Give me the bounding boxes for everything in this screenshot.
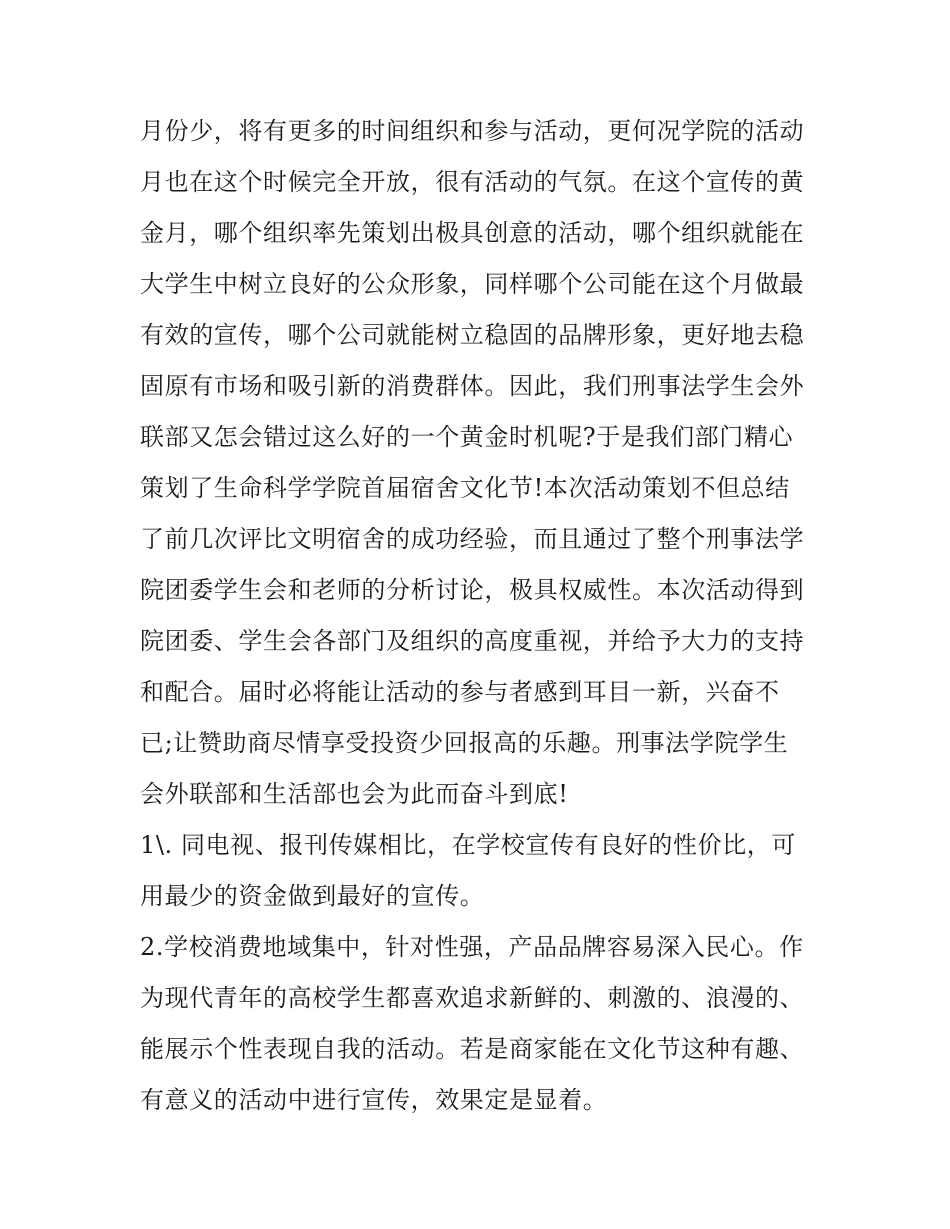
text-line: 有意义的活动中进行宣传，效果定是显着。 (140, 1086, 608, 1114)
text-line: 1\. 同电视、报刊传媒相比，在学校宣传有良好的性价比，可 (140, 831, 797, 859)
text-line: 联部又怎会错过这么好的一个黄金时机呢?于是我们部门精心 (140, 423, 794, 451)
paragraph-point-2 (140, 922, 820, 1126)
text-line: 为现代青年的高校学生都喜欢追求新鲜的、刺激的、浪漫的、 (140, 984, 805, 1012)
text-line: 有效的宣传，哪个公司就能树立稳固的品牌形象，更好地去稳 (140, 321, 805, 349)
text-line: 和配合。届时必将能让活动的参与者感到耳目一新，兴奋不 (140, 678, 780, 706)
text-line: 2.学校消费地域集中，针对性强，产品品牌容易深入民心。作 (140, 933, 804, 961)
paragraph-intro (140, 106, 820, 820)
text-line: 金月，哪个组织率先策划出极具创意的活动，哪个组织就能在 (140, 219, 805, 247)
text-line: 用最少的资金做到最好的宣传。 (140, 882, 485, 910)
text-line: 能展示个性表现自我的活动。若是商家能在文化节这种有趣、 (140, 1035, 805, 1063)
text-line: 了前几次评比文明宿舍的成功经验，而且通过了整个刑事法学 (140, 525, 805, 553)
document-body (140, 106, 820, 1126)
paragraph-point-1 (140, 820, 820, 922)
text-line: 固原有市场和吸引新的消费群体。因此，我们刑事法学生会外 (140, 372, 805, 400)
text-line: 院团委学生会和老师的分析讨论，极具权威性。本次活动得到 (140, 576, 805, 604)
text-line: 已;让赞助商尽情享受投资少回报高的乐趣。刑事法学院学生 (140, 729, 789, 757)
text-line: 大学生中树立良好的公众形象，同样哪个公司能在这个月做最 (140, 270, 805, 298)
text-line: 策划了生命科学学院首届宿舍文化节!本次活动策划不但总结 (140, 474, 790, 502)
text-line: 月也在这个时候完全开放，很有活动的气氛。在这个宣传的黄 (140, 168, 805, 196)
text-line: 院团委、学生会各部门及组织的高度重视，并给予大力的支持 (140, 627, 805, 655)
text-line: 月份少，将有更多的时间组织和参与活动，更何况学院的活动 (140, 117, 805, 145)
text-line: 会外联部和生活部也会为此而奋斗到底! (140, 780, 569, 808)
